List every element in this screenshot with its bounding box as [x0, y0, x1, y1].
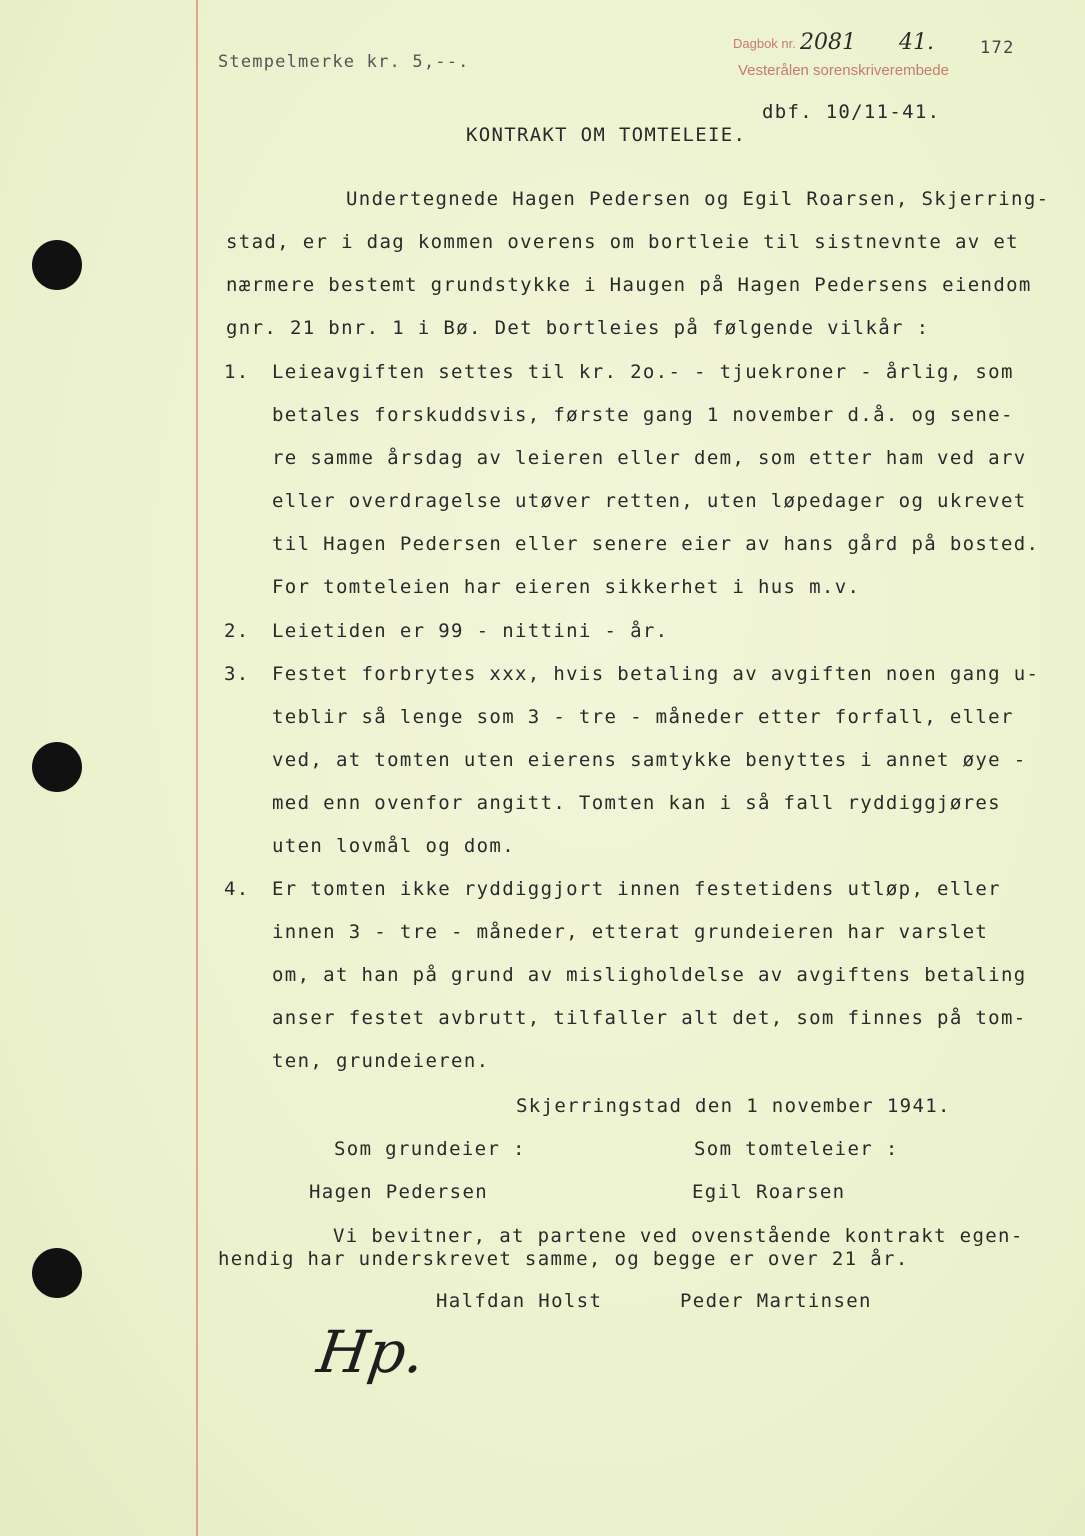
- clause-line: til Hagen Pedersen eller senere eier av hans gård på bosted.: [272, 533, 1040, 555]
- clause-line: ved, at tomten uten eierens samtykke benyttes i annet øye -: [272, 749, 1027, 771]
- intro-line: nærmere bestemt grundstykke i Haugen på Hagen Pedersens eiendom: [226, 274, 1032, 296]
- dbf-date: dbf. 10/11-41.: [762, 101, 941, 123]
- clause-line: Leietiden er 99 - nittini - år.: [272, 620, 669, 642]
- clause-line: innen 3 - tre - måneder, etterat grundeieren har varslet: [272, 921, 989, 943]
- intro-line: gnr. 21 bnr. 1 i Bø. Det bortleies på følgende vilkår :: [226, 317, 930, 339]
- tomteleier-role: Som tomteleier :: [694, 1138, 899, 1160]
- office-stamp: Vesterålen sorenskriverembede: [738, 62, 949, 79]
- punch-hole: [32, 742, 82, 792]
- punch-hole: [32, 240, 82, 290]
- grundeier-role: Som grundeier :: [334, 1138, 526, 1160]
- grundeier-name: Hagen Pedersen: [309, 1181, 489, 1203]
- clause-number: 3.: [224, 663, 250, 685]
- witness-line: Vi bevitner, at partene ved ovenstående kontrakt egen-: [333, 1225, 1024, 1247]
- dagbok-year: 41.: [899, 30, 934, 55]
- clause-number: 1.: [224, 361, 250, 383]
- clause-line: uten lovmål og dom.: [272, 835, 515, 857]
- punch-hole: [32, 1248, 82, 1298]
- clause-line: anser festet avbrutt, tilfaller alt det, som finnes på tom-: [272, 1007, 1027, 1029]
- margin-rule: [196, 0, 198, 1536]
- clause-line: med enn ovenfor angitt. Tomten kan i så fall ryddiggjøres: [272, 792, 1001, 814]
- clause-line: ten, grundeieren.: [272, 1050, 490, 1072]
- clause-line: Festet forbrytes xxx, hvis betaling av avgiften noen gang u-: [272, 663, 1040, 685]
- clause-line: betales forskuddsvis, første gang 1 november d.å. og sene-: [272, 404, 1014, 426]
- handwritten-initials: Hp.: [313, 1318, 429, 1386]
- document-title: KONTRAKT OM TOMTELEIE.: [466, 124, 747, 146]
- clause-line: om, at han på grund av misligholdelse av avgiftens betaling: [272, 964, 1027, 986]
- clause-line: re samme årsdag av leieren eller dem, som etter ham ved arv: [272, 447, 1027, 469]
- clause-line: For tomteleien har eieren sikkerhet i hus m.v.: [272, 576, 861, 598]
- clause-line: teblir så lenge som 3 - tre - måneder etter forfall, eller: [272, 706, 1014, 728]
- witness-line: hendig har underskrevet samme, og begge er over 21 år.: [218, 1248, 909, 1270]
- clause-number: 4.: [224, 878, 250, 900]
- dagbok-label: Dagbok nr.: [733, 36, 796, 51]
- place-date: Skjerringstad den 1 november 1941.: [516, 1095, 951, 1117]
- witness-name: Peder Martinsen: [680, 1290, 872, 1312]
- intro-line: stad, er i dag kommen overens om bortleie til sistnevnte av et: [226, 231, 1019, 253]
- tomteleier-name: Egil Roarsen: [692, 1181, 846, 1203]
- clause-line: Leieavgiften settes til kr. 2o.- - tjuekroner - årlig, som: [272, 361, 1014, 383]
- witness-name: Halfdan Holst: [436, 1290, 603, 1312]
- clause-line: eller overdragelse utøver retten, uten løpedager og ukrevet: [272, 490, 1027, 512]
- intro-line: Undertegnede Hagen Pedersen og Egil Roarsen, Skjerring-: [346, 188, 1050, 210]
- clause-number: 2.: [224, 620, 250, 642]
- dagbok-number: 2081: [800, 30, 856, 55]
- page-number: 172: [980, 38, 1015, 58]
- stamp-mark-text: Stempelmerke kr. 5,--.: [218, 52, 470, 72]
- clause-line: Er tomten ikke ryddiggjort innen festetidens utløp, eller: [272, 878, 1001, 900]
